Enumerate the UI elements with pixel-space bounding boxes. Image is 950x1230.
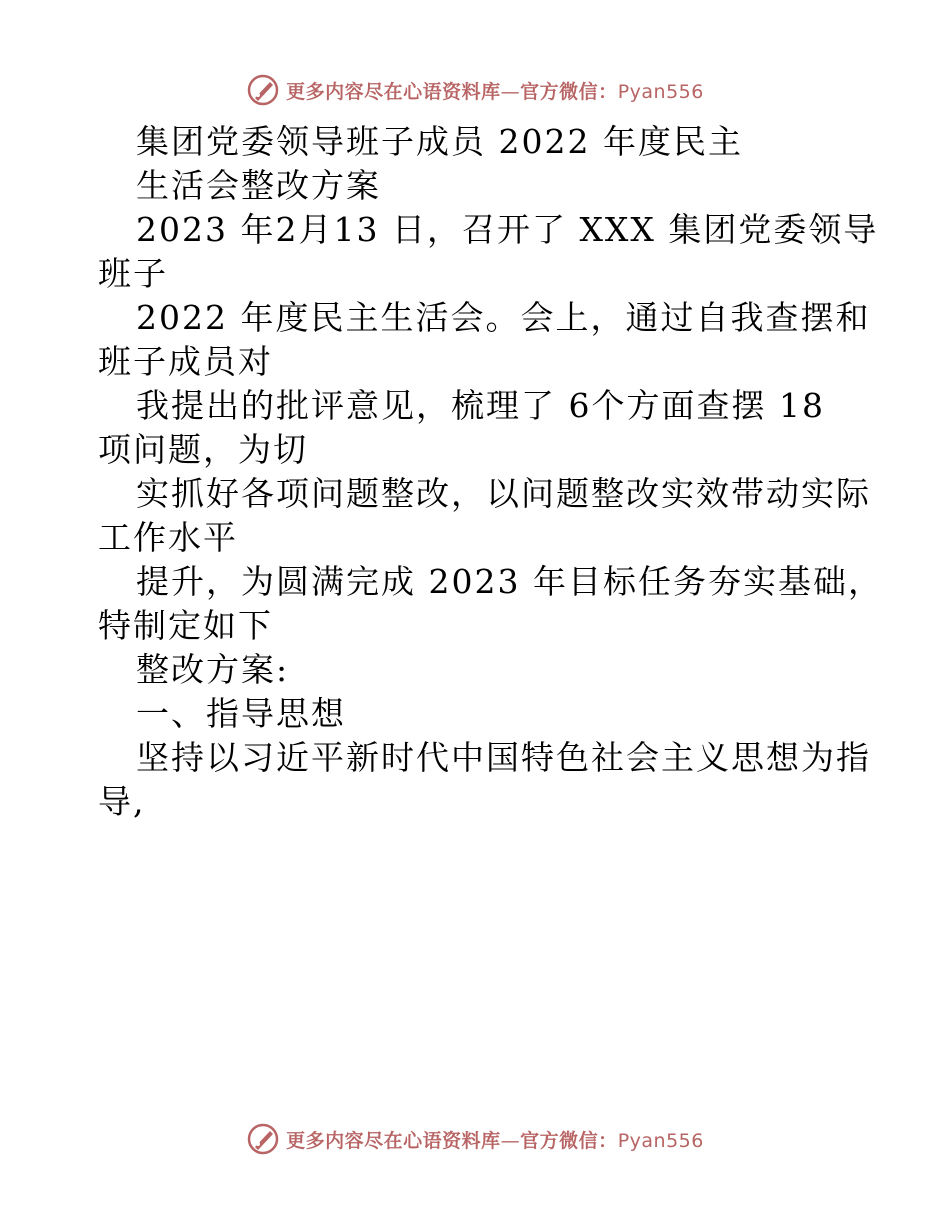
paragraph-line: 提升，为圆满完成 2023 年目标任务夯实基础， [136, 562, 883, 601]
paragraph-line: 工作水平 [98, 518, 238, 557]
doc-title-line-1: 集团党委领导班子成员 2022 年度民主 [136, 122, 743, 161]
paragraph-line: 2022 年度民主生活会。会上，通过自我查摆和 [136, 298, 871, 337]
doc-title-line-2: 生活会整改方案 [136, 166, 381, 205]
paragraph-line: 班子 [98, 254, 168, 293]
footer-watermark [0, 1119, 950, 1159]
paragraph-line: 导, [98, 782, 146, 821]
section-heading: 一、指导思想 [136, 694, 346, 733]
pen-logo-icon [246, 73, 280, 107]
paragraph-line: 我提出的批评意见，梳理了 6个方面查摆 18 [136, 386, 825, 425]
paragraph-line: 坚持以习近平新时代中国特色社会主义思想为指 [136, 738, 871, 777]
paragraph-line: 整改方案: [136, 650, 290, 689]
paragraph-line: 2023 年2月13 日，召开了 XXX 集团党委领导 [136, 210, 879, 249]
document-body [98, 120, 883, 824]
paragraph-line: 项问题，为切 [98, 430, 308, 469]
pen-logo-icon [246, 1122, 280, 1156]
paragraph-line: 特制定如下 [98, 606, 273, 645]
header-watermark [0, 70, 950, 110]
paragraph-line: 实抓好各项问题整改，以问题整改实效带动实际 [136, 474, 871, 513]
watermark-text: 更多内容尽在心语资料库—官方微信：Pyan556 [286, 1129, 704, 1152]
paragraph-line: 班子成员对 [98, 342, 273, 381]
watermark-text: 更多内容尽在心语资料库—官方微信：Pyan556 [286, 80, 704, 103]
